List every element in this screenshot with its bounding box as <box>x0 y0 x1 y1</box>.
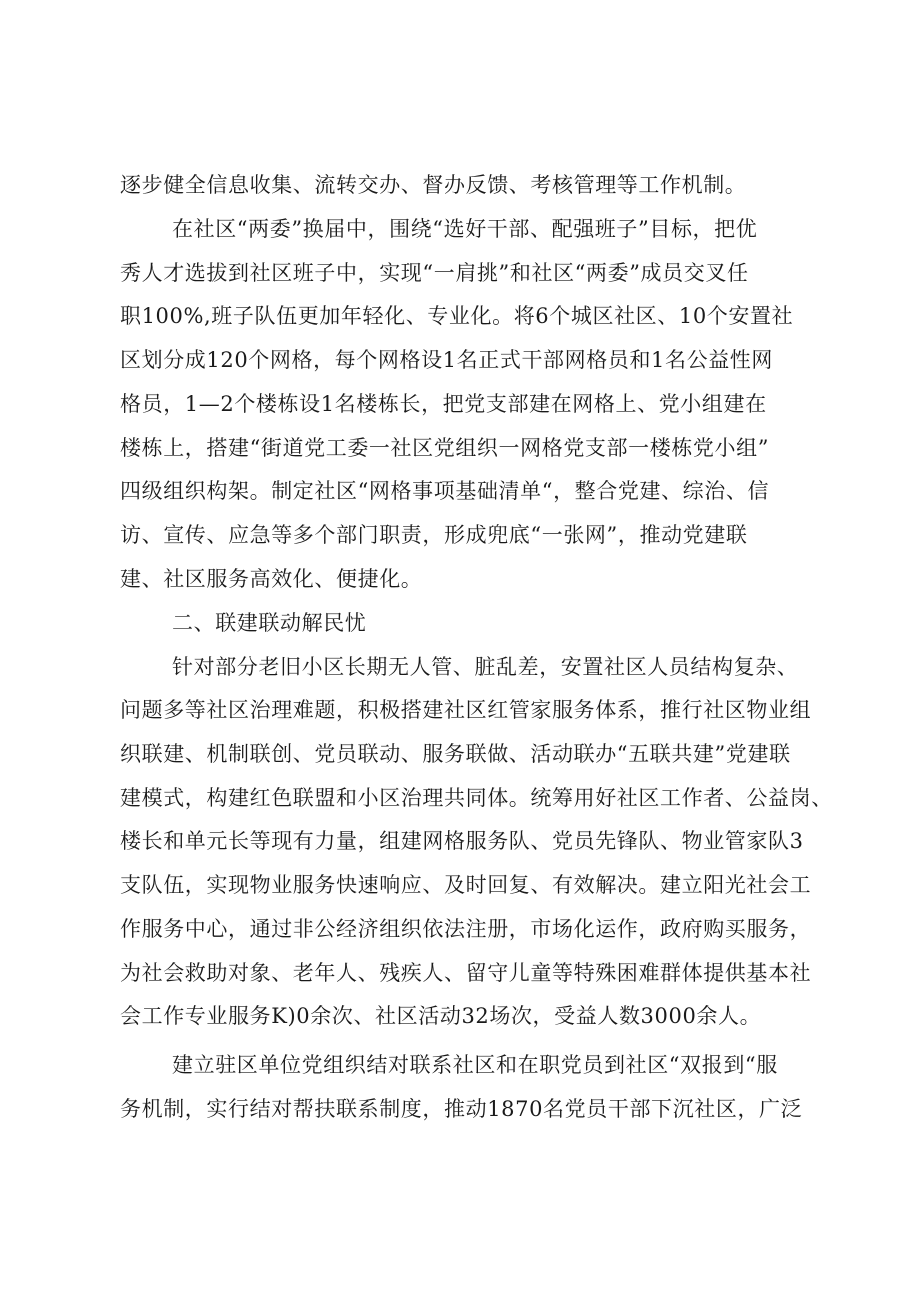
section-heading: 二、联建联动解民忧 <box>172 611 367 635</box>
text-line: 区划分成120个网格，每个网格设1名正式干部网格员和1名公益性网 <box>120 348 774 372</box>
text-line: 秀人才选拔到社区班子中，实现“一肩挑”和社区“两委”成员交叉任 <box>120 261 749 285</box>
text-line: 四级组织构架。制定社区“网格事项基础清单“，整合党建、综治、信 <box>120 479 770 503</box>
text-line: 建、社区服务高效化、便捷化。 <box>120 567 423 591</box>
text-line: 会工作专业服务K)0余次、社区活动32场次，受益人数3000余人。 <box>120 1004 762 1028</box>
text-line: 建模式，构建红色联盟和小区治理共同体。统筹用好社区工作者、公益岗、 <box>120 786 833 810</box>
text-line: 格员，1—2个楼栋设1名楼栋长，把党支部建在网格上、党小组建在 <box>120 392 767 416</box>
text-line: 访、宣传、应急等多个部门职责，形成兜底“一张网”，推动党建联 <box>120 523 748 547</box>
text-line: 楼长和单元长等现有力量，组建网格服务队、党员先锋队、物业管家队3 <box>120 829 804 853</box>
text-line: 务机制，实行结对帮扶联系制度，推动1870名党员干部下沉社区，广泛 <box>120 1097 803 1121</box>
paragraph-first-line: 在社区“两委”换届中，围绕“选好干部、配强班子”目标，把优 <box>172 217 758 241</box>
text-line: 织联建、机制联创、党员联动、服务联做、活动联办“五联共建”党建联 <box>120 742 791 766</box>
text-line: 支队伍，实现物业服务快速响应、及时回复、有效解决。建立阳光社会工 <box>120 873 812 897</box>
text-line: 问题多等社区治理难题，积极搭建社区红管家服务体系，推行社区物业组 <box>120 698 812 722</box>
text-line: 为社会救助对象、老年人、残疾人、留守儿童等特殊困难群体提供基本社 <box>120 961 812 985</box>
text-line: 逐步健全信息收集、流转交办、督办反馈、考核管理等工作机制。 <box>120 173 747 197</box>
text-line: 职100%,班子队伍更加年轻化、专业化。将6个城区社区、10个安置社 <box>120 304 794 328</box>
paragraph-first-line: 建立驻区单位党组织结对联系社区和在职党员到社区“双报到“服 <box>172 1053 778 1077</box>
text-line: 作服务中心，通过非公经济组织依法注册，市场化运作，政府购买服务， <box>120 917 812 941</box>
text-line: 楼栋上，搭建“街道党工委一社区党组织一网格党支部一楼栋党小组” <box>120 436 770 460</box>
paragraph-first-line: 针对部分老旧小区长期无人管、脏乱差，安置社区人员结构复杂、 <box>172 655 799 679</box>
